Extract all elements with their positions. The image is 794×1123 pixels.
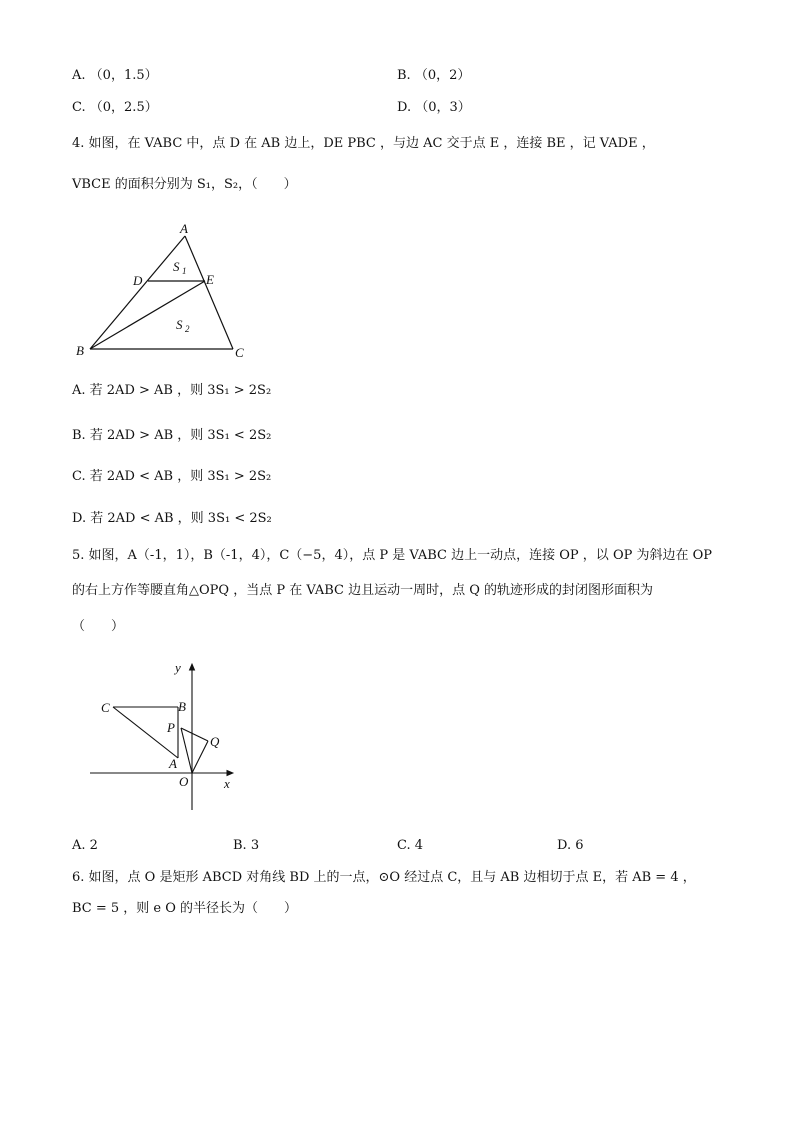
- q4-option-c: C. 若 2AD < AB ，则 3S₁ > 2S₂: [72, 469, 272, 484]
- q5-option-b: B. 3: [233, 838, 260, 853]
- segment-ac: [185, 236, 233, 349]
- q4-stem-line1: 4. 如图，在 VABC 中，点 D 在 AB 边上，DE PBC ，与边 AC 交于点 E ，连接 BE ，记 VADE ，: [72, 136, 655, 151]
- q5-coordinate-figure: [85, 655, 245, 815]
- q5-option-d: D. 6: [557, 838, 584, 853]
- label-q: Q: [210, 734, 220, 749]
- q4-stem-line2: VBCE 的面积分别为 S₁，S₂，（ ）: [72, 177, 297, 192]
- segment-be: [90, 281, 205, 349]
- label-b: B: [178, 699, 186, 714]
- q4-option-d: D. 若 2AD < AB ，则 3S₁ < 2S₂: [72, 511, 272, 526]
- label-e: E: [206, 272, 214, 287]
- label-b: B: [76, 343, 84, 358]
- label-y: y: [175, 660, 181, 675]
- q3-option-c: C. （0，2.5）: [72, 100, 158, 115]
- q3-option-a: A. （0，1.5）: [72, 68, 158, 83]
- q5-stem-line3: （ ）: [72, 619, 125, 634]
- label-c: C: [235, 345, 244, 360]
- segment-po: [181, 728, 192, 773]
- label-d: D: [133, 273, 143, 288]
- label-s1-sub: 1: [182, 266, 187, 276]
- q3-option-d: D. （0，3）: [397, 100, 471, 115]
- segment-ab: [90, 236, 185, 349]
- q6-stem-line2: BC = 5 ，则 e O 的半径长为（ ）: [72, 901, 298, 916]
- q5-option-c: C. 4: [397, 838, 424, 853]
- q4-option-b: B. 若 2AD > AB ，则 3S₁ < 2S₂: [72, 428, 272, 443]
- segment-qo: [192, 741, 208, 773]
- q6-stem-line1: 6. 如图，点 O 是矩形 ABCD 对角线 BD 上的一点，⊙O 经过点 C，且与 AB 边相切于点 E，若 AB = 4 ，: [72, 870, 696, 885]
- q4-triangle-figure: [70, 218, 260, 363]
- q5-stem-line2: 的右上方作等腰直角△OPQ ，当点 P 在 VABC 边且运动一周时，点 Q 的轨迹形成的封闭图形面积为: [72, 583, 654, 598]
- label-s2: S: [176, 317, 183, 332]
- label-s1: S: [173, 259, 180, 274]
- q5-option-a: A. 2: [72, 838, 98, 853]
- segment-pq: [181, 728, 208, 741]
- label-c: C: [101, 700, 110, 715]
- q5-stem-line1: 5. 如图，A（-1，1），B（-1，4），C（−5，4），点 P 是 VABC 边上一动点，连接 OP ，以 OP 为斜边在 OP: [72, 548, 713, 563]
- q4-option-a: A. 若 2AD > AB ，则 3S₁ > 2S₂: [72, 383, 272, 398]
- label-a: A: [169, 756, 177, 771]
- label-p: P: [167, 720, 175, 735]
- label-s2-sub: 2: [185, 324, 190, 334]
- label-a: A: [180, 221, 188, 236]
- q3-option-b: B. （0，2）: [397, 68, 471, 83]
- label-o: O: [179, 774, 189, 789]
- label-x: x: [224, 776, 230, 791]
